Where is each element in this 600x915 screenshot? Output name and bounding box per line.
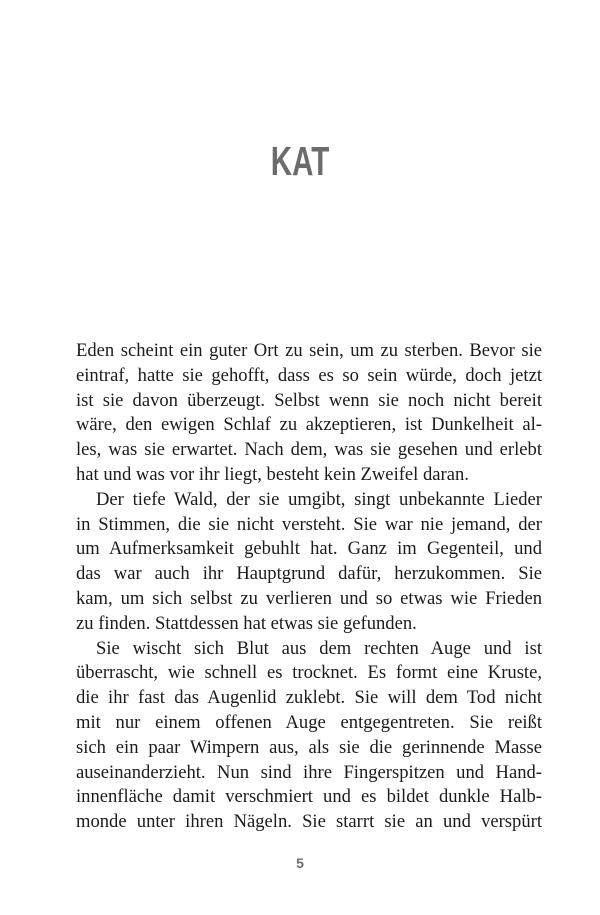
page-number: 5 [296,855,304,871]
text-line: wäre, den ewigen Schlaf zu akzeptieren, ist Dunkelheit al- [76,414,542,436]
body-text [76,339,542,835]
text-line: kam, um sich selbst zu verlieren und so etwas wie Frieden [76,587,542,609]
text-line: Der tiefe Wald, der sie umgibt, singt unbekannte Lieder [96,488,542,510]
text-line: zu finden. Stattdessen hat etwas sie gefunden. [76,612,417,634]
text-line: ist sie davon überzeugt. Selbst wenn sie noch nicht bereit [76,389,542,411]
chapter-title: KAT [270,138,330,184]
text-line: mit nur einem offenen Auge entgegentreten. Sie reißt [76,711,542,733]
text-line: innenfläche damit verschmiert und es bildet dunkle Halb- [76,786,542,808]
text-line: Sie wischt sich Blut aus dem rechten Auge und ist [96,637,542,659]
text-line: um Aufmerksamkeit gebuhlt hat. Ganz im Gegenteil, und [76,538,542,560]
text-line: eintraf, hatte sie gehofft, dass es so sein würde, doch jetzt [76,364,542,386]
text-line: auseinanderzieht. Nun sind ihre Fingerspitzen und Hand- [76,761,542,783]
text-line: die ihr fast das Augenlid zuklebt. Sie will dem Tod nicht [76,687,542,709]
text-line: hat und was vor ihr liegt, besteht kein Zweifel daran. [76,463,469,485]
text-line: überrascht, wie schnell es trocknet. Es formt eine Kruste, [76,662,542,684]
text-line: in Stimmen, die sie nicht versteht. Sie war nie jemand, der [76,513,542,535]
text-line: Eden scheint ein guter Ort zu sein, um zu sterben. Bevor sie [76,340,542,361]
text-line: sich ein paar Wimpern aus, als sie die gerinnende Masse [76,736,542,758]
text-line: das war auch ihr Hauptgrund dafür, herzukommen. Sie [76,563,542,585]
text-line: monde unter ihren Nägeln. Sie starrt sie an und verspürt [76,811,542,833]
text-line: les, was sie erwartet. Nach dem, was sie gesehen und erlebt [76,439,542,461]
